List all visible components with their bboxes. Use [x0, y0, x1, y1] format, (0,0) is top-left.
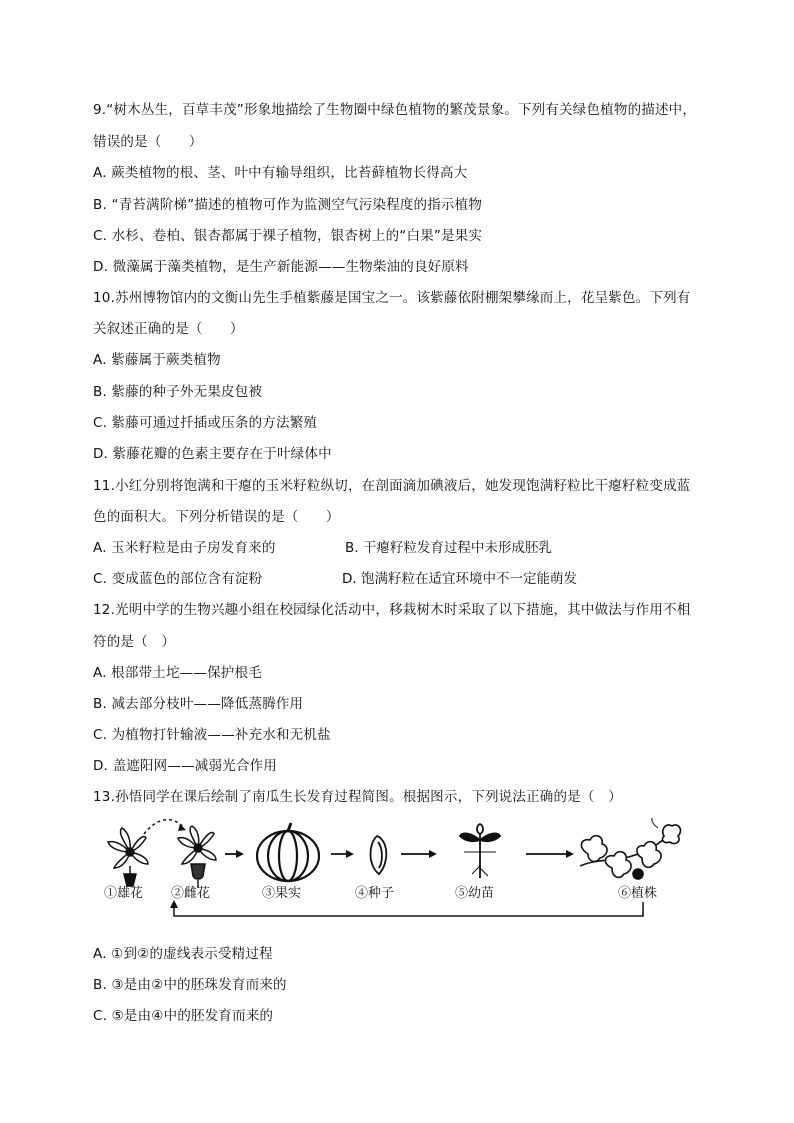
seed-icon	[370, 836, 386, 874]
q12-stem-line2: 符的是（ ）	[93, 634, 176, 650]
q13-option-c: C. ⑤是由④中的胚发育而来的	[93, 1008, 274, 1024]
male-flower-icon	[108, 828, 148, 886]
q10-stem-line1: 10.苏州博物馆内的文衡山先生手植紫藤是国宝之一。该紫藤依附棚架攀缘而上，花呈紫色。下列有	[93, 290, 691, 306]
pumpkin-plant-icon	[580, 818, 680, 879]
q12-option-b: B. 减去部分枝叶——降低蒸腾作用	[93, 696, 304, 712]
q9-option-d: D. 微藻属于藻类植物，是生产新能源——生物柴油的良好原料	[93, 259, 469, 275]
return-loop-arrow	[174, 902, 643, 916]
label-fruit: ③果实	[262, 886, 302, 901]
q9-stem-line1: 9.“树木丛生，百草丰茂”形象地描绘了生物圈中绿色植物的繁茂景象。下列有关绿色植物的描述中，	[93, 102, 697, 118]
pollination-dashed-arrow	[144, 820, 184, 834]
q9-option-b: B. “青苔满阶梯”描述的植物可作为监测空气污染程度的指示植物	[93, 197, 483, 213]
q12-option-c: C. 为植物打针输液——补充水和无机盐	[93, 727, 331, 743]
q10-option-d: D. 紫藤花瓣的色素主要存在于叶绿体中	[93, 446, 332, 462]
q11-option-a: A. 玉米籽粒是由子房发育来的	[93, 540, 276, 556]
label-seedling: ⑤幼苗	[455, 886, 495, 901]
female-flower-icon	[178, 826, 216, 888]
q12-option-a: A. 根部带土坨——保护根毛	[93, 665, 262, 681]
pumpkin-fruit-icon	[257, 823, 319, 881]
q13-stem: 13.孙悟同学在课后绘制了南瓜生长发育过程简图。根据图示，下列说法正确的是（ ）	[93, 789, 622, 805]
q11-option-d: D. 饱满籽粒在适宜环境中不一定能萌发	[342, 571, 577, 587]
label-female-flower: ②雌花	[171, 886, 211, 901]
label-seed: ④种子	[355, 886, 395, 901]
q12-option-d: D. 盖遮阳网——减弱光合作用	[93, 758, 277, 774]
q11-option-b: B. 干瘪籽粒发育过程中未形成胚乳	[345, 540, 552, 556]
label-male-flower: ①雄花	[104, 886, 144, 901]
pumpkin-lifecycle-diagram	[98, 818, 683, 920]
q11-stem-line2: 色的面积大。下列分析错误的是（ ）	[93, 509, 340, 525]
q12-stem-line1: 12.光明中学的生物兴趣小组在校园绿化活动中，移栽树木时采取了以下措施，其中做法与作用不相	[93, 602, 691, 618]
q10-option-b: B. 紫藤的种子外无果皮包被	[93, 384, 263, 400]
q9-option-a: A. 蕨类植物的根、茎、叶中有输导组织，比苔藓植物长得高大	[93, 165, 468, 181]
q11-option-c: C. 变成蓝色的部位含有淀粉	[93, 571, 263, 587]
q11-stem-line1: 11.小红分别将饱满和干瘪的玉米籽粒纵切，在剖面滴加碘液后，她发现饱满籽粒比干瘪籽粒变成蓝	[93, 478, 691, 494]
q9-stem-line2: 错误的是（ ）	[93, 134, 203, 150]
label-plant: ⑥植株	[618, 886, 658, 901]
q10-stem-line2: 关叙述正确的是（ ）	[93, 321, 244, 337]
q13-option-a: A. ①到②的虚线表示受精过程	[93, 946, 273, 962]
seedling-icon	[460, 824, 500, 878]
q10-option-c: C. 紫藤可通过扦插或压条的方法繁殖	[93, 415, 318, 431]
q13-option-b: B. ③是由②中的胚珠发育而来的	[93, 977, 287, 993]
q9-option-c: C. 水杉、卷柏、银杏都属于裸子植物，银杏树上的“白果”是果实	[93, 228, 483, 244]
q10-option-a: A. 紫藤属于蕨类植物	[93, 352, 221, 368]
